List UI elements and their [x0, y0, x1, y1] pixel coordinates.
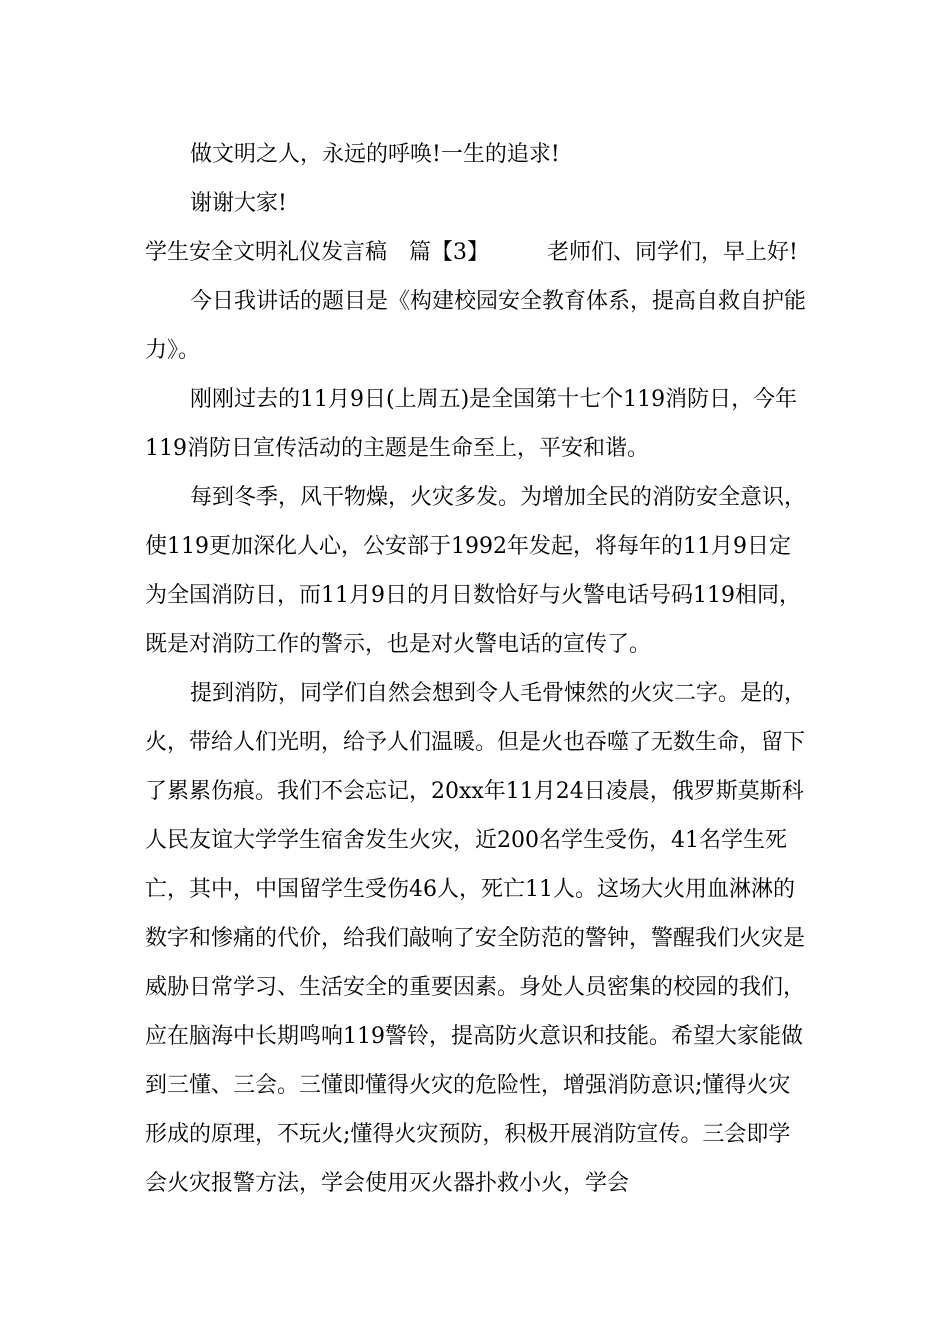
section-title: 学生安全文明礼仪发言稿 [145, 240, 388, 265]
section-number: 篇【3】 [409, 240, 490, 265]
paragraph-closing-slogan: 做文明之人，永远的呼唤!一生的追求! [190, 142, 560, 167]
paragraph-winter-fire: 每到冬季，风干物燥，火灾多发。为增加全民的消防安全意识，使119更加深化人心，公安部于1992年发起，将每年的11月9日定为全国消防日，而11月9日的月日数恰好与火警电话号码119相同，既是对消防工作的警示，也是对火警电话的宣传了。 [145, 485, 807, 657]
section-heading [145, 228, 810, 277]
paragraph-fire-day: 刚刚过去的11月9日(上周五)是全国第十七个119消防日，今年119消防日宣传活动的主题是生命至上，平安和谐。 [145, 387, 798, 461]
paragraph-fire-safety: 提到消防，同学们自然会想到令人毛骨悚然的火灾二字。是的，火，带给人们光明，给予人们温暖。但是火也吞噬了无数生命，留下了累累伤痕。我们不会忘记，20xx年11月24日凌晨，俄罗斯莫斯科人民友谊大学学生宿舍发生火灾，近200名学生受伤，41名学生死亡，其中，中国留学生受伤46人，死亡11人。这场大火用血淋淋的数字和惨痛的代价，给我们敲响了安全防范的警钟，警醒我们火灾是威胁日常学习、生活安全的重要因素。身处人员密集的校园的我们，应在脑海中长期鸣响119警铃，提高防火意识和技能。希望大家能做到三懂、三会。三懂即懂得火灾的危险性，增强消防意识;懂得火灾形成的原理，不玩火;懂得火灾预防，积极开展消防宣传。三会即学会火灾报警方法，学会使用灭火器扑救小火，学会 [145, 681, 807, 1196]
paragraph-topic: 今日我讲话的题目是《构建校园安全教育体系，提高自救自护能力》。 [145, 289, 807, 363]
greeting-text: 老师们、同学们，早上好! [547, 240, 798, 265]
paragraph-thanks: 谢谢大家! [190, 191, 287, 216]
document-body [145, 130, 810, 1208]
